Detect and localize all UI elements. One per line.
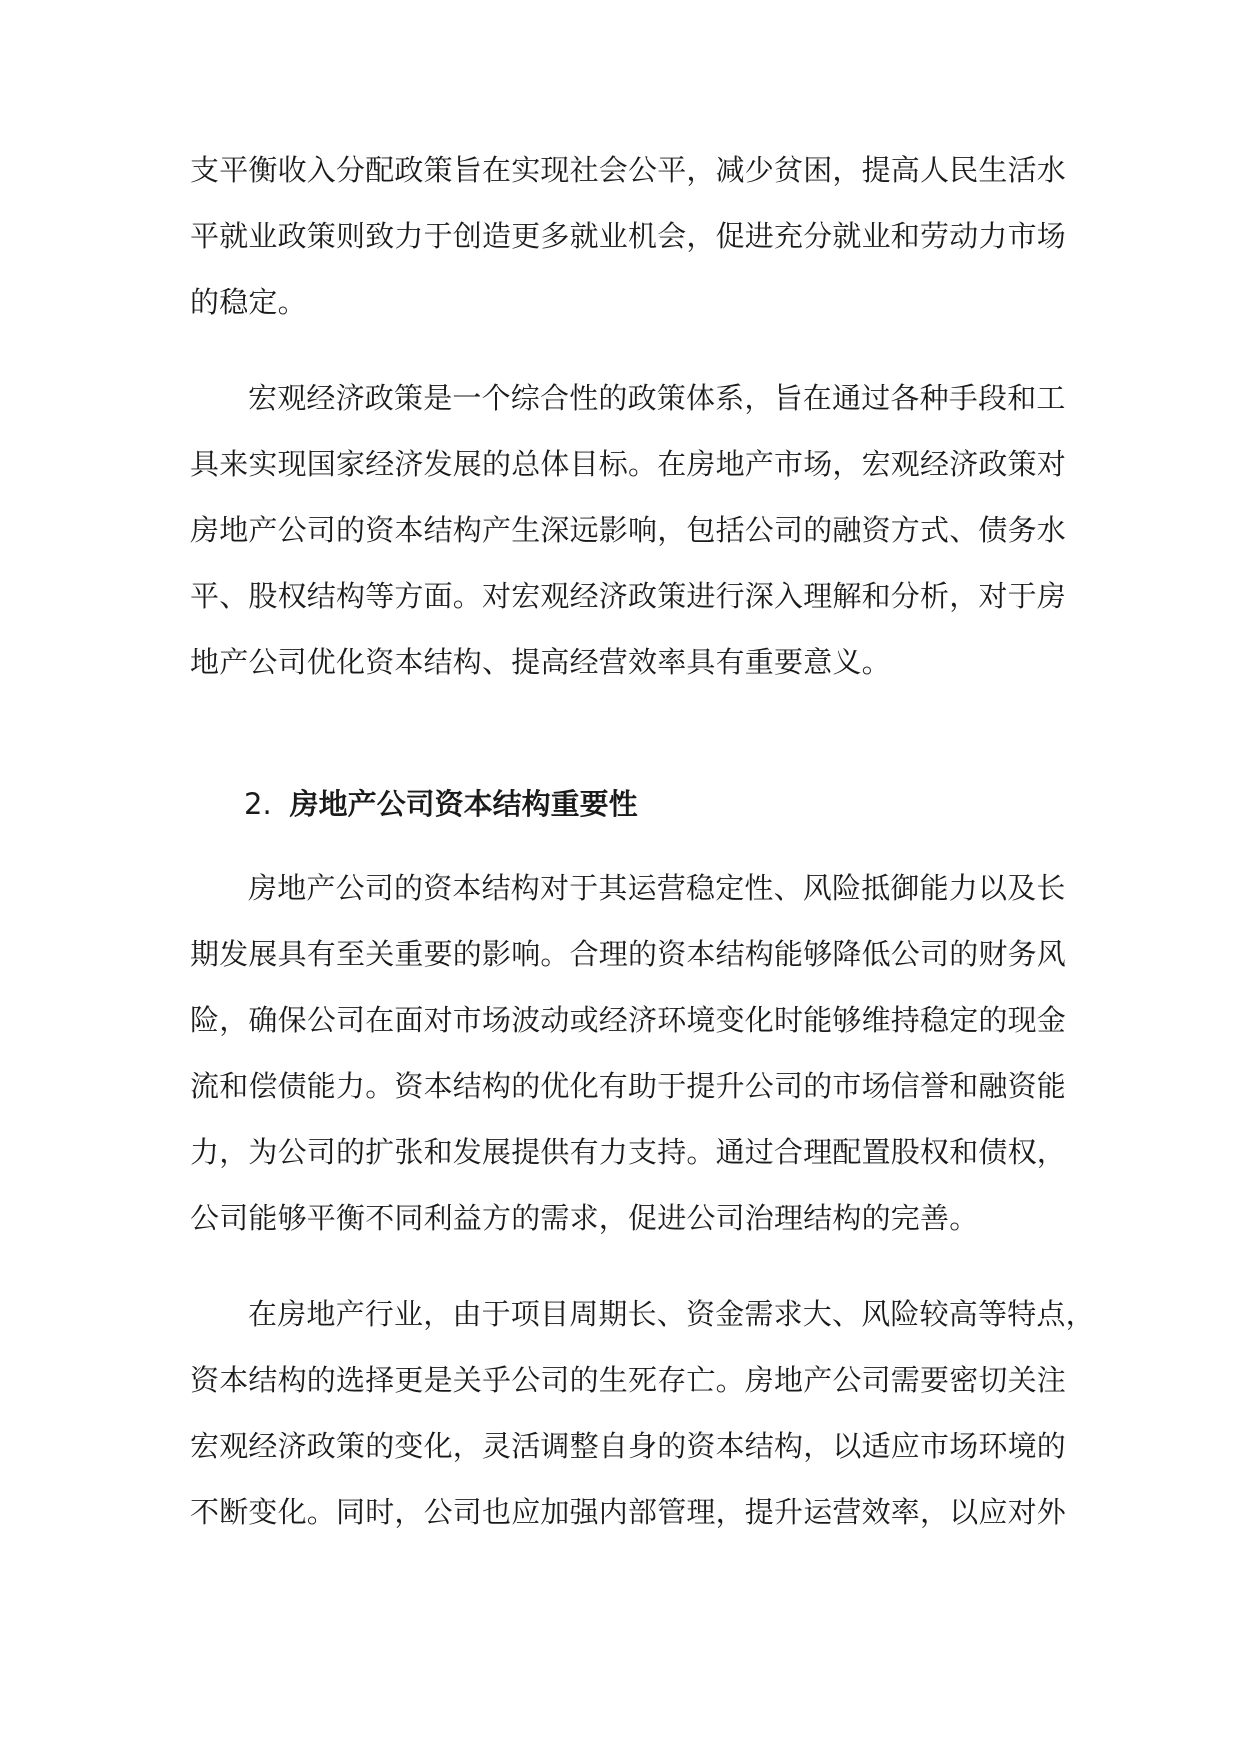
- paragraph-3-line-1: 房地产公司的资本结构对于其运营稳定性、风险抵御能力以及长: [248, 871, 1066, 905]
- paragraph-3-line-5: 力，为公司的扩张和发展提供有力支持。通过合理配置股权和债权，: [190, 1135, 1067, 1169]
- paragraph-2-line-1: 宏观经济政策是一个综合性的政策体系，旨在通过各种手段和工: [248, 381, 1066, 415]
- section-heading-number: 2.: [244, 787, 272, 821]
- paragraph-2-line-3: 房地产公司的资本结构产生深远影响，包括公司的融资方式、债务水: [190, 513, 1067, 547]
- section-heading-title: 房地产公司资本结构重要性: [289, 787, 638, 821]
- paragraph-4-line-1: 在房地产行业，由于项目周期长、资金需求大、风险较高等特点，: [248, 1297, 1095, 1331]
- paragraph-4-line-2: 资本结构的选择更是关乎公司的生死存亡。房地产公司需要密切关注: [190, 1363, 1067, 1397]
- paragraph-4-line-4: 不断变化。同时，公司也应加强内部管理，提升运营效率，以应对外: [190, 1495, 1067, 1529]
- paragraph-1-line-3: 的稳定。: [190, 285, 307, 319]
- paragraph-1-line-2: 平就业政策则致力于创造更多就业机会，促进充分就业和劳动力市场: [190, 219, 1067, 253]
- paragraph-3-line-6: 公司能够平衡不同利益方的需求，促进公司治理结构的完善。: [190, 1201, 979, 1235]
- paragraph-2-line-4: 平、股权结构等方面。对宏观经济政策进行深入理解和分析，对于房: [190, 579, 1067, 613]
- paragraph-2-line-5: 地产公司优化资本结构、提高经营效率具有重要意义。: [190, 645, 891, 679]
- paragraph-3-line-2: 期发展具有至关重要的影响。合理的资本结构能够降低公司的财务风: [190, 937, 1067, 971]
- paragraph-4-line-3: 宏观经济政策的变化，灵活调整自身的资本结构，以适应市场环境的: [190, 1429, 1067, 1463]
- paragraph-3-line-3: 险，确保公司在面对市场波动或经济环境变化时能够维持稳定的现金: [190, 1003, 1067, 1037]
- paragraph-3-line-4: 流和偿债能力。资本结构的优化有助于提升公司的市场信誉和融资能: [190, 1069, 1067, 1103]
- paragraph-2-line-2: 具来实现国家经济发展的总体目标。在房地产市场，宏观经济政策对: [190, 447, 1067, 481]
- paragraph-1-line-1: 支平衡收入分配政策旨在实现社会公平，减少贫困，提高人民生活水: [190, 153, 1067, 187]
- section-heading: [244, 784, 638, 824]
